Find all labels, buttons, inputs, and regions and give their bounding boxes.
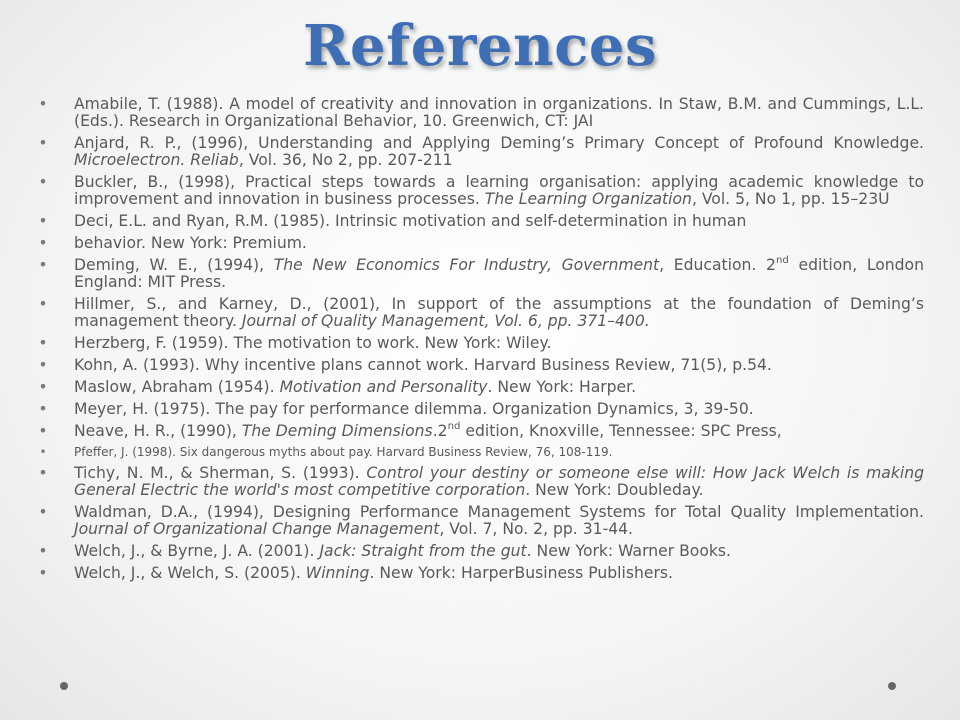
superscript: nd — [447, 421, 461, 432]
italic-title: The Learning Organization — [484, 190, 692, 208]
reference-segment: Hillmer, S., and Karney, D., (2001), In support of the assumptions at the foundation of Deming’s management theory. — [74, 295, 924, 330]
reference-segment: . New York: Harper. — [487, 378, 637, 396]
reference-text — [74, 357, 924, 374]
bullet-icon: • — [38, 503, 48, 521]
reference-segment: Buckler, B., (1998), Practical steps towards a learning organisation: applying academic knowledge to improvement and innovation in business processes. — [74, 173, 924, 208]
bullet-icon: • — [38, 464, 48, 482]
reference-text — [74, 213, 924, 230]
bullet-icon: • — [38, 234, 48, 252]
reference-text — [74, 235, 924, 252]
reference-segment: Pfeffer, J. (1998). Six dangerous myths about pay. Harvard Business Review, 76, 108-119. — [74, 445, 613, 459]
reference-text — [74, 335, 924, 352]
references-list — [36, 96, 924, 587]
bullet-icon: • — [38, 356, 48, 374]
reference-item — [36, 423, 924, 440]
reference-segment: , Vol. 5, No 1, pp. 15–23U — [691, 190, 890, 208]
reference-item — [36, 257, 924, 291]
reference-segment: Meyer, H. (1975). The pay for performance dilemma. Organization Dynamics, 3, 39-50. — [74, 400, 754, 418]
reference-item — [36, 543, 924, 560]
bullet-icon: • — [38, 295, 48, 313]
reference-text — [74, 504, 924, 538]
slide-title: References — [303, 13, 657, 79]
reference-item — [36, 174, 924, 208]
reference-item — [36, 235, 924, 252]
reference-item — [36, 379, 924, 396]
italic-title: The Deming Dimensions — [241, 422, 433, 440]
reference-segment: Welch, J., & Byrne, J. A. (2001). — [74, 542, 320, 560]
bullet-icon: • — [39, 445, 47, 459]
reference-text — [74, 174, 924, 208]
reference-text — [74, 401, 924, 418]
reference-text — [74, 445, 924, 460]
reference-segment: . New York: Doubleday. — [525, 481, 704, 499]
bullet-icon: • — [38, 134, 48, 152]
reference-segment: Waldman, D.A., (1994), Designing Performance Management Systems for Total Quality Implementation. — [74, 503, 924, 521]
reference-segment: , Vol. 7, No. 2, pp. 31-44. — [439, 520, 633, 538]
reference-segment: Welch, J., & Welch, S. (2005). — [74, 564, 306, 582]
bullet-icon: • — [38, 422, 48, 440]
italic-title: The New Economics For Industry, Government — [273, 256, 660, 274]
reference-item — [36, 357, 924, 374]
bullet-icon: • — [38, 564, 48, 582]
reference-text — [74, 543, 924, 560]
decorative-dot-right — [888, 682, 896, 690]
reference-item — [36, 135, 924, 169]
bullet-icon: • — [38, 173, 48, 191]
reference-segment: Deci, E.L. and Ryan, R.M. (1985). Intrinsic motivation and self-determination in human — [74, 212, 747, 230]
reference-segment: Kohn, A. (1993). Why incentive plans cannot work. Harvard Business Review, 71(5), p.54. — [74, 356, 772, 374]
reference-item — [36, 335, 924, 352]
reference-item — [36, 565, 924, 582]
reference-segment: edition, Knoxville, Tennessee: SPC Press, — [460, 422, 782, 440]
reference-segment: Deming, W. E., (1994), — [74, 256, 274, 274]
reference-text — [74, 135, 924, 169]
reference-segment: , Vol. 36, No 2, pp. 207-211 — [238, 151, 453, 169]
italic-title: Jack: Straight from the gut — [319, 542, 527, 560]
decorative-dot-left — [60, 682, 68, 690]
reference-text — [74, 423, 924, 440]
reference-segment: Herzberg, F. (1959). The motivation to work. New York: Wiley. — [74, 334, 552, 352]
reference-segment: edition, London England: MIT Press. — [74, 256, 924, 291]
reference-text — [74, 565, 924, 582]
reference-segment: Tichy, N. M., & Sherman, S. (1993). — [74, 464, 367, 482]
reference-segment: , Education. 2 — [659, 256, 776, 274]
reference-item — [36, 213, 924, 230]
reference-text — [74, 296, 924, 330]
bullet-icon: • — [38, 95, 48, 113]
reference-segment: Neave, H. R., (1990), — [74, 422, 242, 440]
reference-text — [74, 96, 924, 130]
italic-title: Winning — [305, 564, 370, 582]
reference-text — [74, 257, 924, 291]
reference-item — [36, 445, 924, 460]
italic-title: Journal of Quality Management, Vol. 6, pp. 371–400. — [241, 312, 650, 330]
reference-segment: . New York: Warner Books. — [526, 542, 731, 560]
reference-segment: Anjard, R. P., (1996), Understanding and Applying Deming’s Primary Concept of Profound Knowledge. — [74, 134, 924, 152]
reference-item — [36, 96, 924, 130]
reference-item — [36, 296, 924, 330]
italic-title: Journal of Organizational Change Management — [74, 520, 440, 538]
reference-segment: Maslow, Abraham (1954). — [74, 378, 280, 396]
reference-item — [36, 504, 924, 538]
reference-item — [36, 401, 924, 418]
reference-segment: Amabile, T. (1988). A model of creativity and innovation in organizations. In Staw, B.M. and Cummings, L.L. (Eds.). Research in Organizational Behavior, 10. Greenwich, CT: JAI — [74, 95, 924, 130]
italic-title: Motivation and Personality — [279, 378, 488, 396]
italic-title: Control your destiny or someone else will: How Jack Welch is making General Electric the world's most competitive corporation — [74, 464, 924, 499]
reference-text — [74, 465, 924, 499]
reference-segment: .2 — [432, 422, 448, 440]
bullet-icon: • — [38, 334, 48, 352]
italic-title: Microelectron. Reliab — [74, 151, 239, 169]
reference-segment: . New York: HarperBusiness Publishers. — [369, 564, 673, 582]
bullet-icon: • — [38, 542, 48, 560]
bullet-icon: • — [38, 378, 48, 396]
bullet-icon: • — [38, 212, 48, 230]
bullet-icon: • — [38, 256, 48, 274]
superscript: nd — [775, 255, 789, 266]
reference-item — [36, 465, 924, 499]
reference-segment: behavior. New York: Premium. — [74, 234, 307, 252]
reference-text — [74, 379, 924, 396]
bullet-icon: • — [38, 400, 48, 418]
